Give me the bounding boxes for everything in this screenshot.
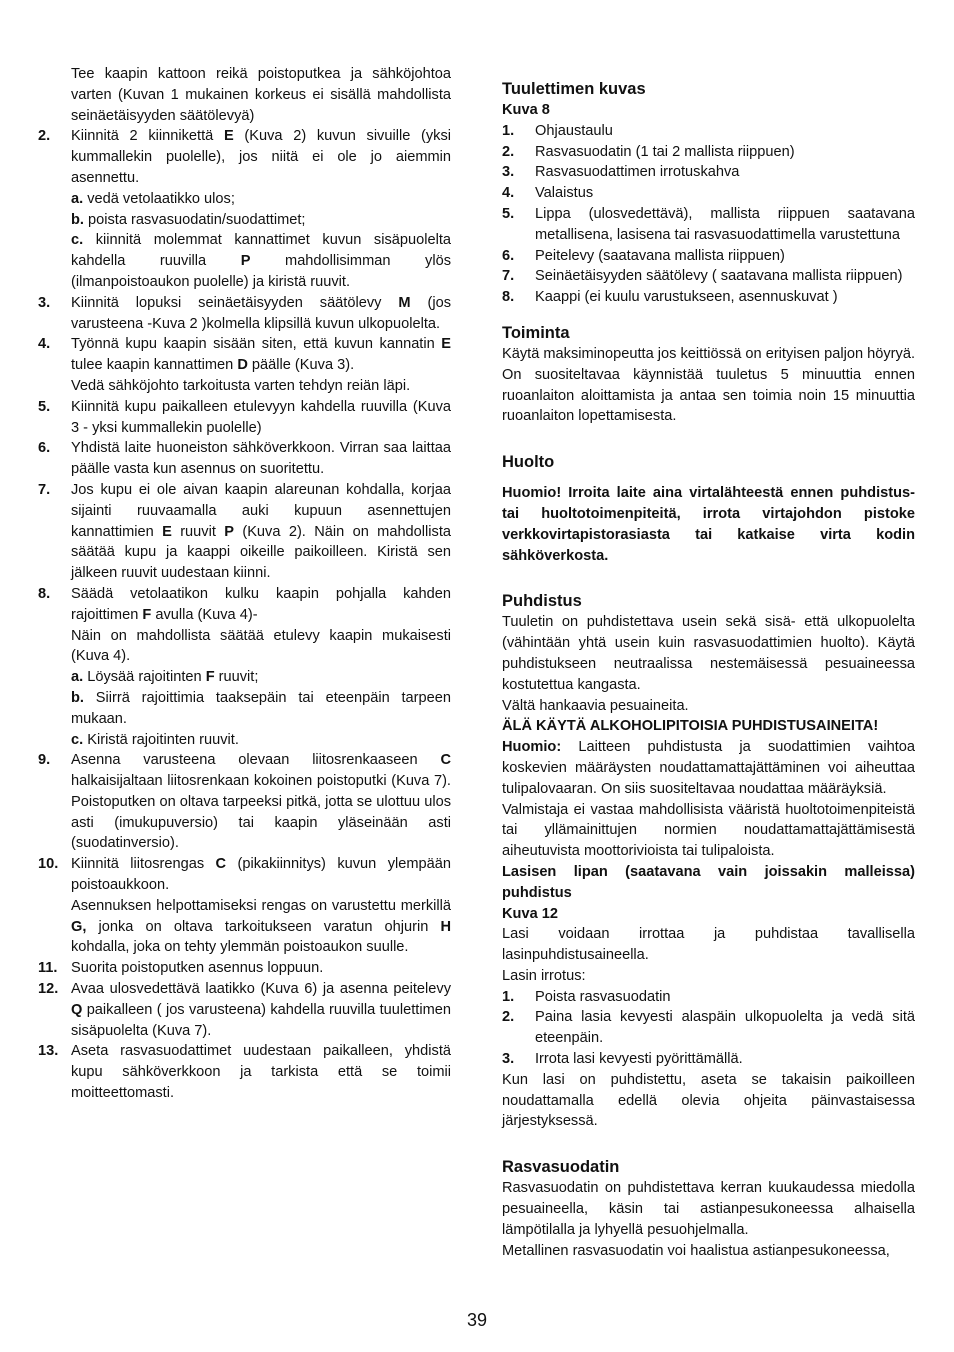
puhdistus-warning: ÄLÄ KÄYTÄ ALKOHOLIPITOISIA PUHDISTUSAINEITA! [502, 718, 879, 735]
list-item-12: 12. Avaa ulosvedettävä laatikko (Kuva 6) ja asenna peitelevy Q paikalleen ( jos varusteena) kahdella ruuvilla tuulettimen sisäpuolelta (Kuva 7). [38, 981, 451, 1039]
list-item-2: 2. Kiinnitä 2 kiinnikettä E (Kuva 2) kuvun sivuille (yksi kummallekin puolelle), jos niitä ei ole jo aiemmin asennettu. a. vedä vetolaatikko ulos; b. poista rasvasuodatin/suodattimet; c. kiinnitä molemmat kannattimet kuvun sisäpuolelta kahdella ruuvilla P mahdollisimman ylös (ilmanpoistoaukon puolelle) ja kiristä ruuvit. [38, 128, 452, 290]
heading-toiminta: Toiminta [502, 323, 570, 342]
list-item-5: 5. Kiinnitä kupu paikalleen etulevyyn kahdella ruuvilla (Kuva 3 - yksi kummallekin puolelle) [38, 398, 451, 436]
heading-huolto: Huolto [502, 453, 555, 472]
heading-puhdistus: Puhdistus [502, 592, 582, 611]
lasi-text-3: Kun lasi on puhdistettu, aseta se takaisin paikoilleen noudattamalla edellä olevia ohjeita päinvastaisessa järjestyksessä. [502, 1071, 915, 1130]
lasi-step-item: 1. Poista rasvasuodatin [502, 988, 671, 1005]
huolto-warning: Huomio! Irroita laite aina virtalähteestä ennen puhdistus- tai huoltotoimenpiteitä, irrota virtajohdon pistoke verkkovirtapistorasiasta tai katkaise virta kodin sähköverkosta. [502, 485, 915, 564]
lasi-text-2: Lasin irrotus: [502, 967, 586, 984]
parts-list-item: 1. Ohjaustaulu [502, 122, 613, 139]
list-item-7: 7. Jos kupu ei ole aivan kaapin alareunan kohdalla, korjaa sijainti ruuvaamalla auki kupuun asennettujen kannattimien E ruuvit P (Kuva 2). Näin on mahdollista säätää kupu ja kaappi oikeille paikoilleen. Kiristä sen jälkeen ruuvit uudestaan kiinni. [38, 481, 451, 582]
parts-list-item: 3. Rasvasuodattimen irrotuskahva [502, 164, 740, 181]
puhdistus-note: Huomio: Laitteen puhdistusta ja suodattimien vaihtoa koskevien määräysten noudattamattajättäminen voi aiheuttaa tulipalovaaran. On siis suositeltavaa noudattaa määräyksiä. [502, 739, 915, 797]
list-item-9: 9. Asenna varusteena olevaan liitosrenkaaseen C halkaisijaltaan liitosrenkaan kokoinen poistoputki (Kuva 7). Poistoputken on oltava tarpeeksi pitkä, jotta se ulottuu ulos asti (imukupuversio) tai kaapin yläseinään asti (suodatinversio). [38, 752, 451, 852]
puhdistus-text-5: Valmistaja ei vastaa mahdollisista vääristä huoltotoimenpiteistä tai yllämainittujen normien noudattamattajättämisestä aiheutuvista moottorivioista tai tulipaloista. [502, 801, 915, 860]
right-column [502, 78, 915, 1261]
parts-list-item: 7. Seinäetäisyyden säätölevy ( saatavana mallista riippuen) [502, 268, 903, 285]
parts-list-item: 5. Lippa (ulosvedettävä), mallista riippuen saatavana metallisena, lasisena tai rasvasuodattimella varustettuna [502, 205, 915, 243]
puhdistus-text-1: Tuuletin on puhdistettava usein sekä sisä- että ulkopuolelta (vähintään yhtä usein kuin rasvasuodattimien huolto). Käytä puhdistukseen neutraalissa nestemäisessä pesuaineessa kostutettua kangasta. [502, 614, 915, 693]
toiminta-text: Käytä maksiminopeutta jos keittiössä on erityisen paljon höyryä. On suositeltavaa käynnistää tuuletus 5 minuuttia ennen ruoanlaiton aloittamista ja antaa sen toimia noin 15 minuuttia ruoanlaiton lopettamisesta. [502, 345, 915, 425]
list-item-8: 8. Säädä vetolaatikon kulku kaapin pohjalla kahden rajoittimen F avulla (Kuva 4)- Näin on mahdollista säätää etulevy kaapin mukaisesti (Kuva 4). a. Löysää rajoitinten F ruuvit; b. Siirrä rajoittimia taaksepäin tai eteenpäin tarpeen mukaan. c. Kiristä rajoitinten ruuvit. [38, 585, 451, 748]
list-item-10: 10. Kiinnitä liitosrengas C (pikakiinnitys) kuvun ylempään poistoaukkoon. Asennuksen helpottamiseksi rengas on varustettu merkillä G, jonka on oltava tarkoitukseen varatun ohjurin H kohdalla, joka on tehty ylemmän poistoaukon suulle. [38, 856, 451, 956]
intro-paragraph: Tee kaapin kattoon reikä poistoputkea ja sähköjohtoa varten (Kuvan 1 mukainen korkeus ei sisällä mahdollista seinäetäisyyden säätölevyä) [71, 66, 451, 124]
parts-list-item: 8. Kaappi (ei kuulu varustukseen, asennuskuvat ) [502, 289, 838, 306]
list-item-3: 3. Kiinnitä lopuksi seinäetäisyyden säätölevy M (jos varusteena -Kuva 2 )kolmella klipsillä kuvun ulkopuolelta. [38, 294, 451, 332]
parts-list-item: 6. Peitelevy (saatavana mallista riippuen) [502, 247, 785, 264]
list-item-6: 6. Yhdistä laite huoneiston sähköverkkoon. Virran saa laittaa päälle vasta kun asennus on suoritettu. [38, 440, 451, 478]
list-item-11: 11. Suorita poistoputken asennus loppuun. [38, 960, 324, 977]
left-column [38, 64, 451, 1104]
figure-ref-kuva-8: Kuva 8 [502, 102, 550, 118]
lasi-steps-list [502, 987, 915, 1070]
lasi-step-item: 2. Paina lasia kevyesti alaspäin ulkopuolelta ja vedä sitä eteenpäin. [502, 1009, 915, 1047]
rasva-text-1: Rasvasuodatin on puhdistettava kerran kuukaudessa miedolla pesuaineella, käsin tai astianpesukoneessa alhaisella lämpötilalla ja lyhyellä pesuohjelmalla. [502, 1180, 915, 1238]
puhdistus-text-2: Vältä hankaavia pesuaineita. [502, 697, 689, 714]
page-number: 39 [466, 1310, 488, 1330]
parts-list-item: 4. Valaistus [502, 185, 594, 202]
lasi-heading: Lasisen lipan (saatavana vain joissakin malleissa) puhdistus [502, 863, 915, 901]
lasi-text-1: Lasi voidaan irrottaa ja puhdistaa tavallisella lasinpuhdistusaineella. [502, 926, 915, 964]
list-item-4: 4. Työnnä kupu kaapin sisään siten, että kuvun kannatin E tulee kaapin kannattimen D päälle (Kuva 3). Vedä sähköjohto tarkoitusta varten tehdyn reiän läpi. [38, 336, 451, 394]
figure-ref-kuva-12: Kuva 12 [502, 905, 558, 922]
list-item-13: 13. Aseta rasvasuodattimet uudestaan paikalleen, yhdistä kupu sähköverkkoon ja tarkista että se toimii moitteettomasti. [38, 1043, 451, 1102]
parts-list-item: 2. Rasvasuodatin (1 tai 2 mallista riippuen) [502, 143, 795, 160]
lasi-step-item: 3. Irrota lasi kevyesti pyörittämällä. [502, 1051, 743, 1068]
heading-rasvasuodatin: Rasvasuodatin [502, 1158, 620, 1177]
rasva-text-2: Metallinen rasvasuodatin voi haalistua astianpesukoneessa, [502, 1242, 890, 1259]
parts-list [502, 121, 915, 308]
heading-tuulettimen-kuvas: Tuulettimen kuvas [502, 80, 646, 98]
